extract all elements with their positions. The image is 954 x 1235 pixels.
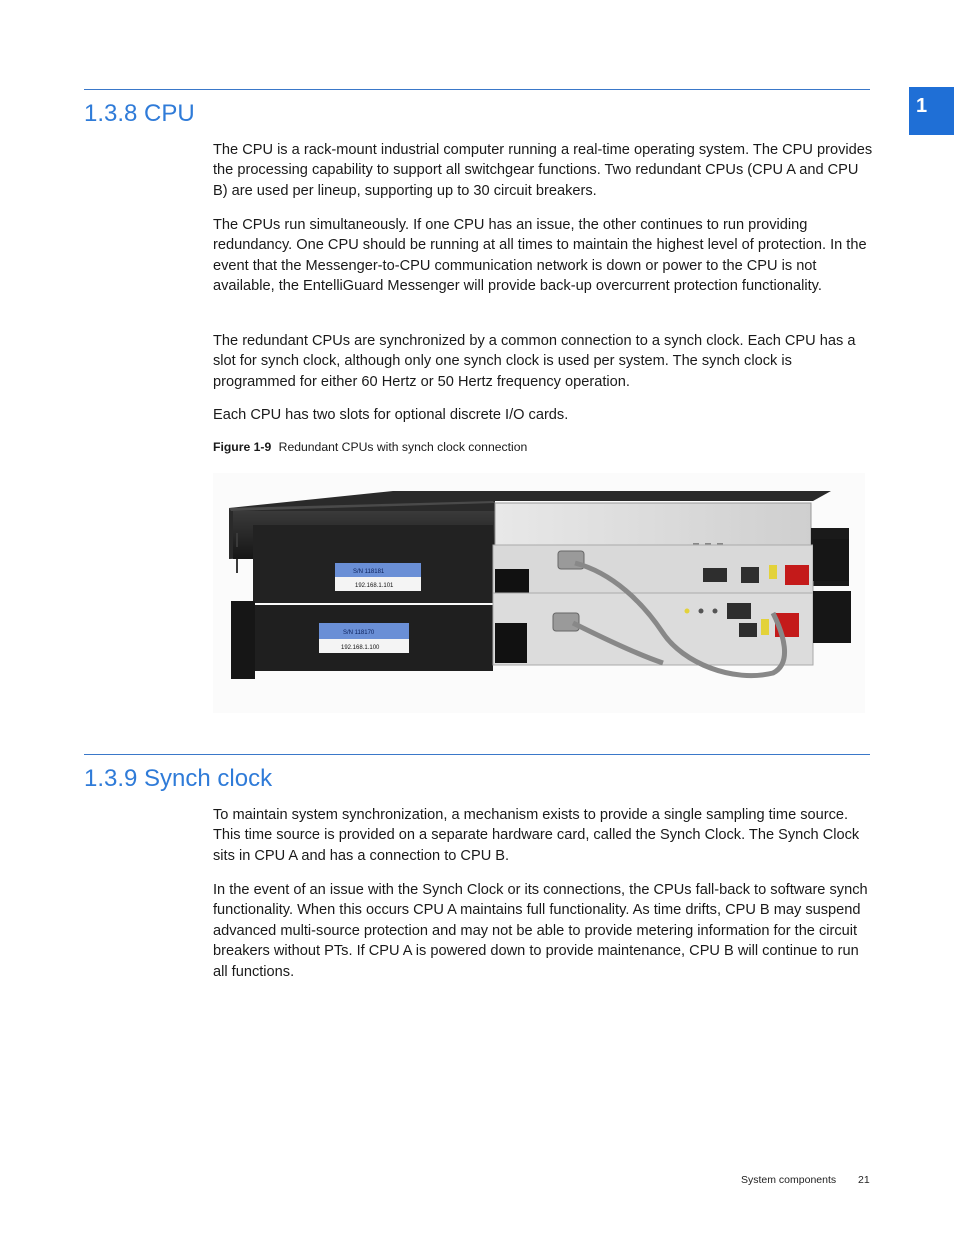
figure-caption-text: Redundant CPUs with synch clock connection <box>278 440 528 454</box>
synch-paragraph-2: In the event of an issue with the Synch Clock or its connections, the CPUs fall-back to software synch functionality. When this occurs CPU A maintains full functionality. As time drifts, CPU B may suspend advanced multi-source protection and may not be able to provide metering information for the circuit breakers without PTs. If CPU A is powered down to provide maintenance, CPU B will continue to run all functions. <box>213 882 868 980</box>
bottom-unit-ip: 192.168.1.100 <box>341 645 380 651</box>
bottom-unit-serial: S/N 118170 <box>343 630 375 636</box>
synch-paragraph-1: To maintain system synchronization, a mechanism exists to provide a single sampling time source. This time source is provided on a separate hardware card, called the Synch Clock. The Synch Clock sits in CPU A and has a connection to CPU B. <box>213 807 860 864</box>
footer-section-name: System components <box>741 1174 837 1186</box>
cpu-paragraph-4: Each CPU has two slots for optional discrete I/O cards. <box>213 407 569 423</box>
footer-page-number: 21 <box>858 1174 870 1186</box>
section-heading-cpu: 1.3.8 CPU <box>84 100 195 127</box>
chapter-tab: 1 <box>909 87 954 135</box>
cpu-photo <box>213 473 865 713</box>
cpu-paragraph-3: The redundant CPUs are synchronized by a common connection to a synch clock. Each CPU has a slot for synch clock, although only one synch clock is used per system. The synch clock is programmed for either 60 Hertz or 50 Hertz frequency operation. <box>213 333 856 390</box>
figure-label: Figure 1-9 <box>213 440 272 454</box>
top-unit-serial: S/N 118181 <box>353 569 385 575</box>
cpu-paragraph-1: The CPU is a rack-mount industrial computer running a real-time operating system. The CPU provides the processing capability to support all switchgear functions. Two redundant CPUs (CPU A and CPU B) are used per lineup, supporting up to 30 circuit breakers. <box>213 142 873 199</box>
cpu-paragraph-2: The CPUs run simultaneously. If one CPU has an issue, the other continues to run providing redundancy. One CPU should be running at all times to maintain the highest level of protection. In the event that the Messenger-to-CPU communication network is down or power to the CPU is not available, the EntelliGuard Messenger will provide back-up overcurrent protection functionality. <box>213 217 867 295</box>
section-heading-synch-clock: 1.3.9 Synch clock <box>84 765 273 792</box>
figure-caption <box>213 440 527 454</box>
top-unit-ip: 192.168.1.101 <box>355 583 394 589</box>
section-divider <box>84 754 870 755</box>
section-divider <box>84 89 870 90</box>
